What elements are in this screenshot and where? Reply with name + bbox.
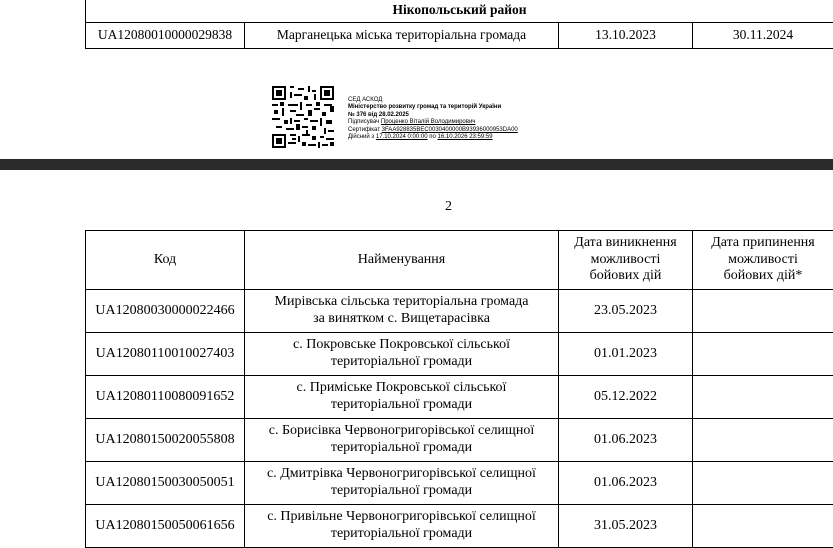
code-cell: UA12080150020055808	[86, 419, 245, 462]
end-date-cell	[693, 333, 833, 376]
end-date-cell	[693, 290, 833, 333]
code-cell: UA12080150050061656	[86, 505, 245, 548]
code-cell: UA12080110080091652	[86, 376, 245, 419]
table-header-row	[86, 231, 833, 290]
name-cell: с. Борисівка Червоногригорівської селищної територіальної громади	[245, 419, 559, 462]
header-code: Код	[86, 231, 245, 290]
start-date-cell: 23.05.2023	[559, 290, 693, 333]
stamp-document-number: № 376 від 28.02.2025	[348, 112, 598, 119]
code-cell: UA12080150030050051	[86, 462, 245, 505]
territories-table	[85, 230, 833, 548]
table-row	[86, 505, 833, 548]
end-date-cell	[693, 419, 833, 462]
region-title: Нікопольський район	[86, 0, 833, 23]
table-row	[86, 290, 833, 333]
table-row	[86, 462, 833, 505]
start-date-cell: 01.01.2023	[559, 333, 693, 376]
table-row	[86, 333, 833, 376]
page-number: 2	[0, 199, 833, 215]
start-date-cell: 31.05.2023	[559, 505, 693, 548]
stamp-validity: Дійсний з 17.10.2024 0:00:00 по 16.10.2026 23:59:59	[348, 134, 598, 141]
table-row	[86, 23, 833, 49]
code-cell: UA12080110010027403	[86, 333, 245, 376]
header-name: Найменування	[245, 231, 559, 290]
start-date-cell: 01.06.2023	[559, 462, 693, 505]
page-separator	[0, 159, 833, 170]
start-date-cell: 13.10.2023	[559, 23, 693, 49]
header-start-date: Дата виникнення можливості бойових дій	[559, 231, 693, 290]
end-date-cell	[693, 376, 833, 419]
qr-code-icon	[272, 86, 334, 148]
name-cell: с. Привільне Червоногригорівської селищної територіальної громади	[245, 505, 559, 548]
stamp-system: СЕД АСКОД	[348, 97, 598, 104]
start-date-cell: 01.06.2023	[559, 419, 693, 462]
code-cell: UA12080010000029838	[86, 23, 245, 49]
signature-details	[348, 97, 598, 141]
name-cell: с. Дмитрівка Червоногригорівської селищної територіальної громади	[245, 462, 559, 505]
signature-stamp	[272, 86, 592, 152]
name-cell: с. Приміське Покровської сільської територіальної громади	[245, 376, 559, 419]
table-row	[86, 376, 833, 419]
stamp-signer: Підписувач Проценко Віталій Володимирович	[348, 119, 598, 126]
previous-page-table	[85, 0, 833, 49]
header-end-date: Дата припинення можливості бойових дій*	[693, 231, 833, 290]
start-date-cell: 05.12.2022	[559, 376, 693, 419]
end-date-cell: 30.11.2024	[693, 23, 833, 49]
stamp-certificate: Сертифікат 3FAA928835BEC0030400000B93936000953DA00	[348, 127, 598, 134]
stamp-organization: Міністерство розвитку громад та територій України	[348, 104, 598, 111]
name-cell: Мирівська сільська територіальна громада за винятком с. Вищетарасівка	[245, 290, 559, 333]
name-cell: с. Покровське Покровської сільської територіальної громади	[245, 333, 559, 376]
table-row	[86, 419, 833, 462]
name-cell: Марганецька міська територіальна громада	[245, 23, 559, 49]
code-cell: UA12080030000022466	[86, 290, 245, 333]
end-date-cell	[693, 462, 833, 505]
end-date-cell	[693, 505, 833, 548]
